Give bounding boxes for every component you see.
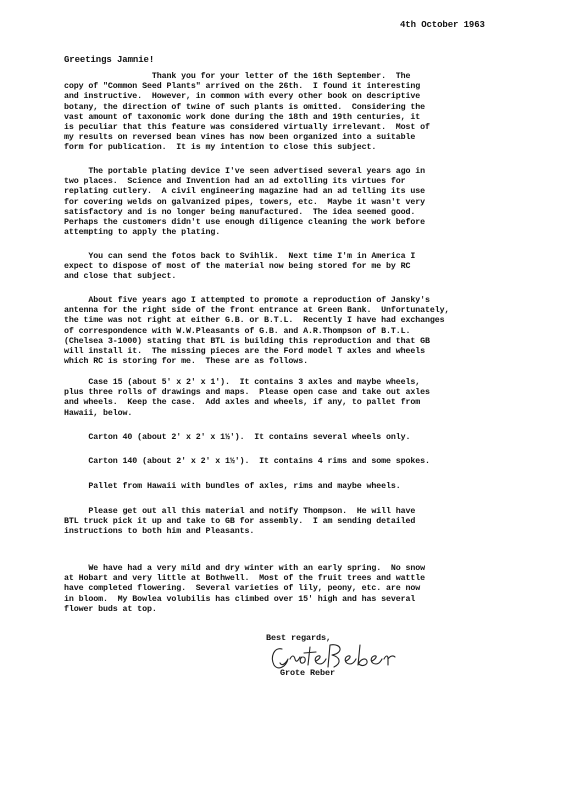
paragraph-line: instructions to both him and Pleasants. (64, 527, 255, 537)
paragraph-line: Perhaps the customers didn't use enough diligence cleaning the work before (64, 218, 426, 228)
paragraph-line: my results on reversed bean vines has now been organized into a suitable (64, 133, 416, 143)
paragraph-line: at Hobart and very little at Bothwell. Most of the fruit trees and wattle (64, 574, 426, 584)
paragraph-line: vast amount of taxonomic work done during the 18th and 19th centuries, it (64, 112, 421, 122)
paragraph-line: Case 15 (about 5' x 2' x 1'). It contains 3 axles and maybe wheels, (64, 378, 421, 387)
paragraph-line: and instructive. However, in common with every other book on descriptive (64, 92, 421, 102)
paragraph-line: attempting to apply the plating. (64, 228, 221, 238)
paragraph-line: antenna for the right side of the front entrance at Green Bank. Unfortunately, (64, 306, 450, 316)
paragraph-9 (64, 507, 415, 538)
salutation: Greetings Jamnie! (64, 55, 155, 65)
signer-name: Grote Reber (280, 668, 336, 678)
paragraph-4 (64, 296, 449, 367)
paragraph-line: Carton 140 (about 2' x 2' x 1½'). It contains 4 rims and some spokes. (64, 457, 430, 466)
paragraph-line: About five years ago I attempted to promote a reproduction of Jansky's (64, 296, 430, 305)
paragraph-line: BTL truck pick it up and take to GB for assembly. I am sending detailed (64, 517, 416, 527)
paragraph-line: Thank you for your letter of the 16th September. The (64, 72, 411, 81)
letter-date: 4th October 1963 (400, 20, 485, 30)
paragraph-line: botany, the direction of twine of such plants is omitted. Considering the (64, 102, 426, 112)
paragraph-3 (64, 252, 415, 283)
paragraph-8 (64, 482, 401, 492)
paragraph-line: and close that subject. (64, 272, 177, 282)
paragraph-line: You can send the fotos back to Svihlik. Next time I'm in America I (64, 252, 416, 261)
paragraph-line: form for publication. It is my intention to close this subject. (64, 143, 377, 153)
paragraph-line: the time was not right at either G.B. or B.T.L. Recently I have had exchanges (64, 316, 445, 326)
paragraph-line: which RC is storing for me. These are as follows. (64, 357, 308, 367)
paragraph-line: will install it. The missing pieces are the Ford model T axles and wheels (64, 347, 426, 357)
paragraph-line: and wheels. Keep the case. Add axles and wheels, if any, to pallet from (64, 398, 421, 408)
paragraph-line: replating cutlery. A civil engineering magazine had an ad telling its use (64, 187, 426, 197)
paragraph-line: copy of "Common Seed Plants" arrived on the 26th. I found it interesting (64, 82, 421, 92)
paragraph-line: We have had a very mild and dry winter with an early spring. No snow (64, 564, 426, 573)
paragraph-line: two places. Science and Invention had an ad extolling its virtues for (64, 177, 406, 187)
paragraph-line: (Chelsea 3-1000) stating that BTL is building this reproduction and that GB (64, 336, 430, 346)
paragraph-line: for covering welds on galvanized pipes, towers, etc. Maybe it wasn't very (64, 197, 426, 207)
paragraph-1 (64, 72, 430, 154)
paragraph-10 (64, 564, 425, 615)
paragraph-5 (64, 378, 430, 419)
paragraph-line: Pallet from Hawaii with bundles of axles, rims and maybe wheels. (64, 482, 401, 491)
paragraph-line: Carton 40 (about 2' x 2' x 1½'). It contains several wheels only. (64, 433, 411, 442)
paragraph-6 (64, 433, 410, 443)
paragraph-line: expect to dispose of most of the material now being stored for me by RC (64, 262, 411, 272)
closing-text: Best regards, (266, 633, 332, 643)
paragraph-line: flower buds at top. (64, 604, 157, 614)
paragraph-line: have completed flowering. Several varieties of lily, peony, etc. are now (64, 584, 421, 594)
paragraph-line: satisfactory and is no longer being manufactured. The idea seemed good. (64, 207, 416, 217)
paragraph-line: plus three rolls of drawings and maps. Please open case and take out axles (64, 388, 430, 398)
paragraph-line: The portable plating device I've seen advertised several years ago in (64, 167, 426, 176)
paragraph-line: is peculiar that this feature was considered virtually irrelevant. Most of (64, 123, 430, 133)
paragraph-7 (64, 457, 430, 467)
paragraph-line: of correspondence with W.W.Pleasants of G.B. and A.R.Thompson of B.T.L. (64, 326, 411, 336)
paragraph-line: Please get out all this material and notify Thompson. He will have (64, 507, 416, 516)
paragraph-line: in bloom. My Bowlea volubilis has climbed over 15' high and has several (64, 594, 416, 604)
paragraph-2 (64, 167, 425, 238)
paragraph-line: Hawaii, below. (64, 408, 133, 418)
